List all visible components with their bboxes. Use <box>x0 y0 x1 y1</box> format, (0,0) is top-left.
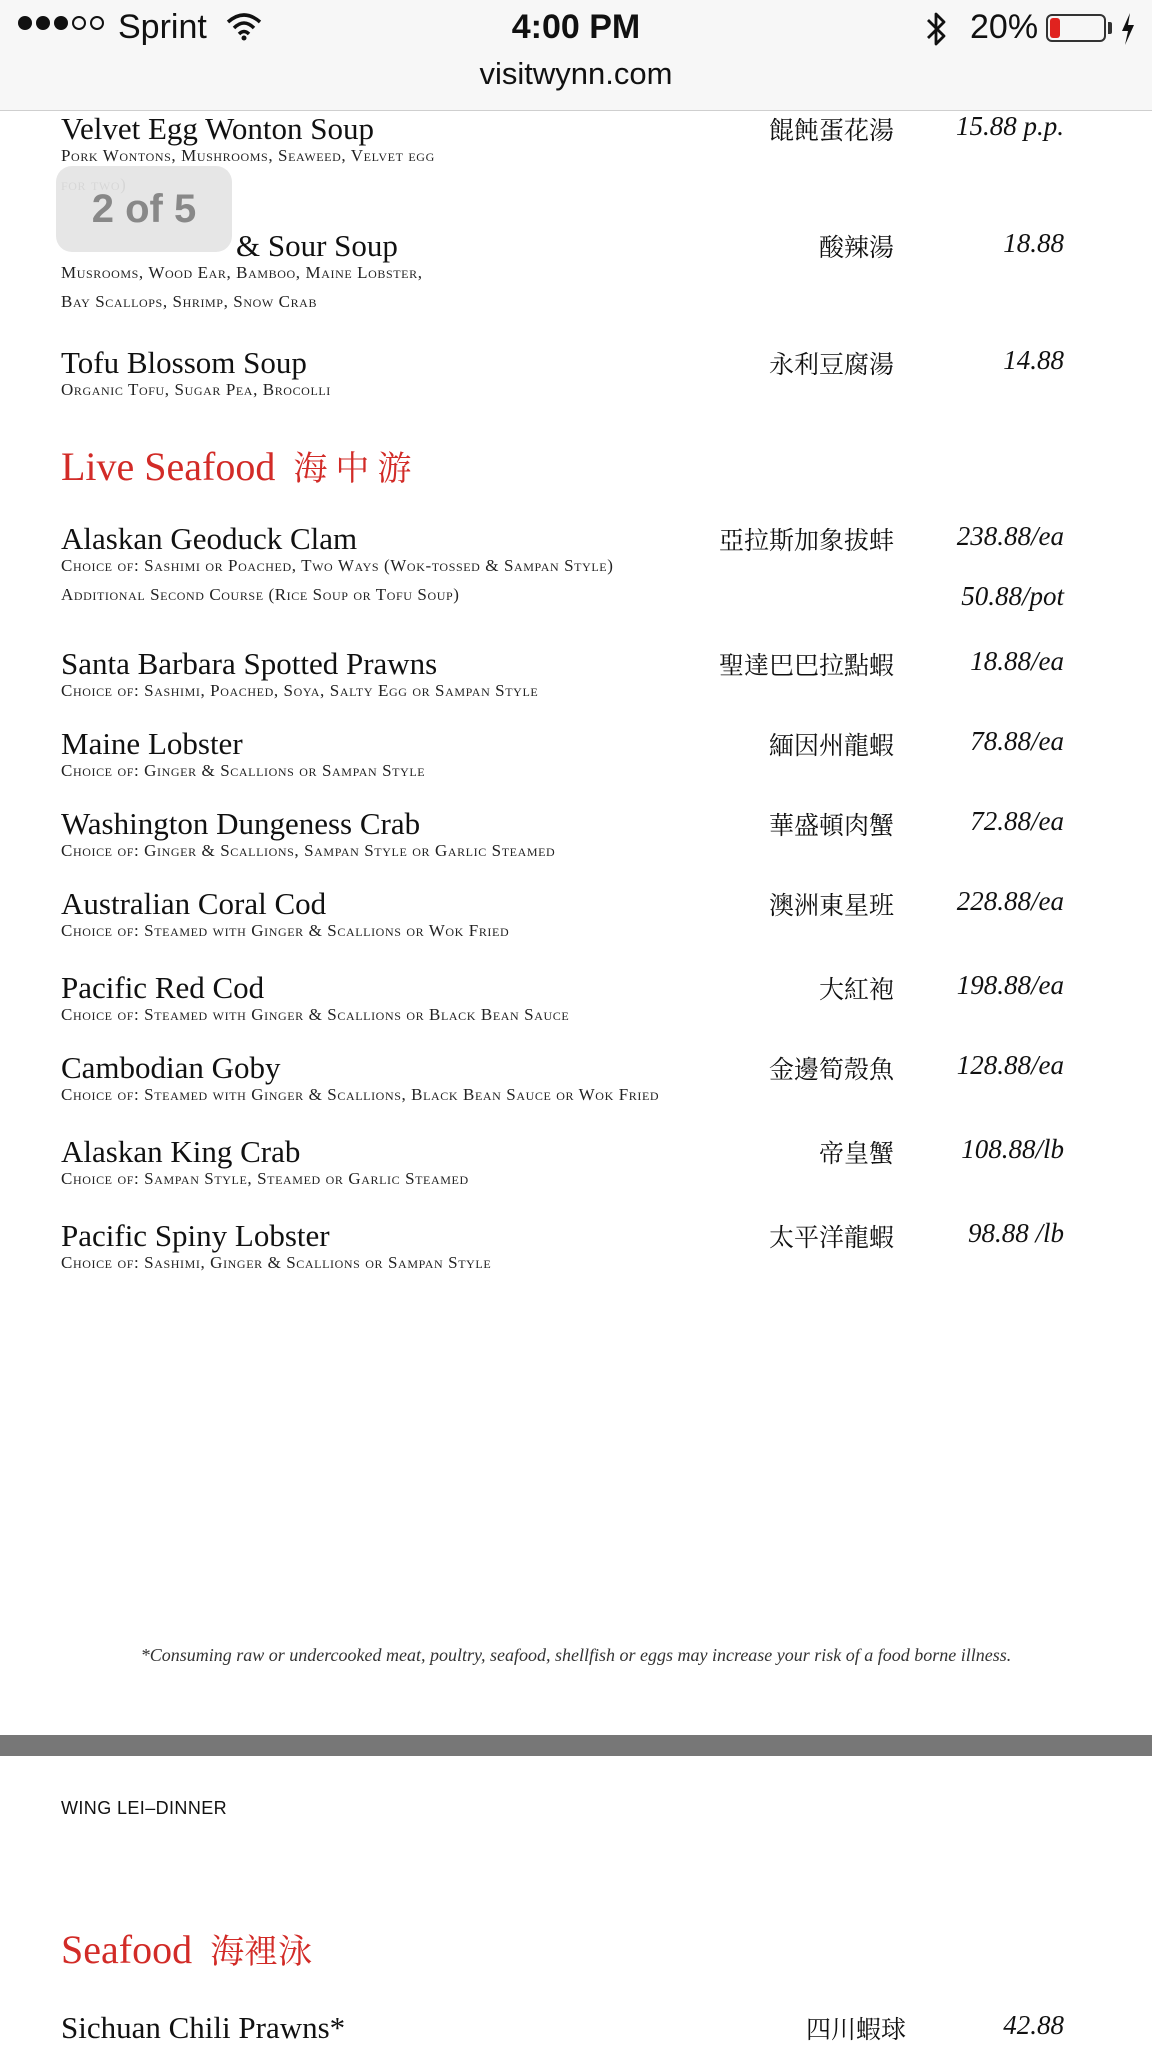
clock: 4:00 PM <box>511 8 641 46</box>
item-price: 42.88 <box>1003 2010 1064 2040</box>
page-header: WING LEI–DINNER <box>61 1798 228 1818</box>
section-title-text: Seafood <box>61 1927 193 1972</box>
item-chinese-name: 酸辣湯 <box>818 233 894 262</box>
item-name: Washington Dungeness Crab <box>61 806 421 841</box>
item-name: Alaskan King Crab <box>61 1134 301 1169</box>
item-chinese-name: 帝皇蟹 <box>818 1139 894 1168</box>
item-name: Pacific Red Cod <box>61 970 265 1005</box>
item-chinese-name: 永利豆腐湯 <box>768 350 894 379</box>
item-description: Pork Wontons, Mushrooms, Seaweed, Velvet egg <box>61 146 435 165</box>
item-price: 108.88/lb <box>961 1134 1064 1164</box>
food-safety-disclaimer: *Consuming raw or undercooked meat, poultry, seafood, shellfish or eggs may increase your risk of a food borne illness. <box>140 1645 1012 1665</box>
item-name: Cambodian Goby <box>61 1050 281 1085</box>
item-description: Choice of: Sampan Style, Steamed or Garlic Steamed <box>61 1169 469 1188</box>
item-description: Choice of: Sashimi or Poached, Two Ways (Wok-tossed & Sampan Style) Additional Second Course (Rice Soup or Tofu Soup) <box>61 556 614 604</box>
item-chinese-name: 聖達巴巴拉點蝦 <box>718 651 894 680</box>
item-description: Choice of: Steamed with Ginger & Scallions, Black Bean Sauce or Wok Fried <box>61 1085 660 1104</box>
item-price: 228.88/ea <box>956 886 1064 916</box>
status-bar <box>0 0 1152 111</box>
item-description: Choice of: Sashimi, Poached, Soya, Salty Egg or Sampan Style <box>61 681 539 700</box>
item-name: Alaskan Geoduck Clam <box>61 521 358 556</box>
item-name: Tofu Blossom Soup <box>61 345 307 380</box>
item-name: Velvet Egg Wonton Soup <box>61 111 374 146</box>
item-price: 128.88/ea <box>956 1050 1064 1080</box>
battery-level-fill <box>1050 18 1060 38</box>
item-price: 238.88/ea <box>956 521 1064 551</box>
item-price: 18.88 <box>1003 228 1064 258</box>
item-name: Pacific Spiny Lobster <box>61 1218 330 1253</box>
charging-icon <box>1120 12 1136 51</box>
item-price: 198.88/ea <box>956 970 1064 1000</box>
battery-icon <box>1046 14 1106 42</box>
item-name: Sichuan Chili Prawns* <box>61 2010 346 2045</box>
item-extra-price: 50.88/pot <box>961 581 1064 611</box>
item-price: 18.88/ea <box>970 646 1064 676</box>
section-title-chinese: 海裡泳 <box>210 1932 313 1972</box>
item-chinese-name: 餛飩蛋花湯 <box>768 116 894 145</box>
item-description: Organic Tofu, Sugar Pea, Brocolli <box>61 380 331 399</box>
item-price: 72.88/ea <box>970 806 1064 836</box>
item-name: Australian Coral Cod <box>61 886 327 921</box>
address-bar-url[interactable]: visitwynn.com <box>479 56 673 91</box>
menu-page[interactable] <box>0 111 1152 1735</box>
item-name: Santa Barbara Spotted Prawns <box>61 646 438 681</box>
item-description: Choice of: Steamed with Ginger & Scallions or Wok Fried <box>61 921 510 940</box>
carrier-name: Sprint <box>118 8 207 46</box>
item-name: Maine Lobster <box>61 726 243 761</box>
section-title-live-seafood <box>61 441 419 490</box>
item-chinese-name: 緬因州龍蝦 <box>768 731 894 760</box>
item-chinese-name: 華盛頓肉蟹 <box>768 811 894 840</box>
item-description: Musrooms, Wood Ear, Bamboo, Maine Lobster, Bay Scallops, Shrimp, Snow Crab <box>61 263 423 311</box>
bluetooth-icon <box>924 10 950 53</box>
item-description: Choice of: Ginger & Scallions, Sampan Style or Garlic Steamed <box>61 841 556 860</box>
item-description: Choice of: Sashimi, Ginger & Scallions or Sampan Style <box>61 1253 492 1272</box>
item-chinese-name: 澳洲東星班 <box>768 891 894 920</box>
battery-percent: 20% <box>970 8 1039 46</box>
page-indicator-badge: 2 of 5 <box>56 166 232 252</box>
item-chinese-name: 大紅袍 <box>818 975 894 1004</box>
item-chinese-name: 金邊筍殼魚 <box>768 1055 894 1084</box>
item-price: 14.88 <box>1003 345 1064 375</box>
item-name: & Sour Soup <box>236 228 398 263</box>
page-divider <box>0 1735 1152 1756</box>
item-price: 78.88/ea <box>970 726 1064 756</box>
section-title-seafood <box>61 1924 312 1973</box>
item-price: 15.88 p.p. <box>956 111 1064 141</box>
item-price: 98.88 /lb <box>967 1218 1064 1248</box>
item-description: Choice of: Ginger & Scallions or Sampan Style <box>61 761 426 780</box>
battery-tip <box>1108 22 1112 34</box>
item-chinese-name: 亞拉斯加象拔蚌 <box>718 526 894 555</box>
section-title-chinese: 海中游 <box>293 449 420 489</box>
item-chinese-name: 四川蝦球 <box>805 2015 906 2044</box>
menu-page-next[interactable] <box>0 1756 1152 2048</box>
section-title-text: Live Seafood <box>61 444 276 489</box>
item-chinese-name: 太平洋龍蝦 <box>768 1223 894 1252</box>
item-description: Choice of: Steamed with Ginger & Scallions or Black Bean Sauce <box>61 1005 570 1024</box>
